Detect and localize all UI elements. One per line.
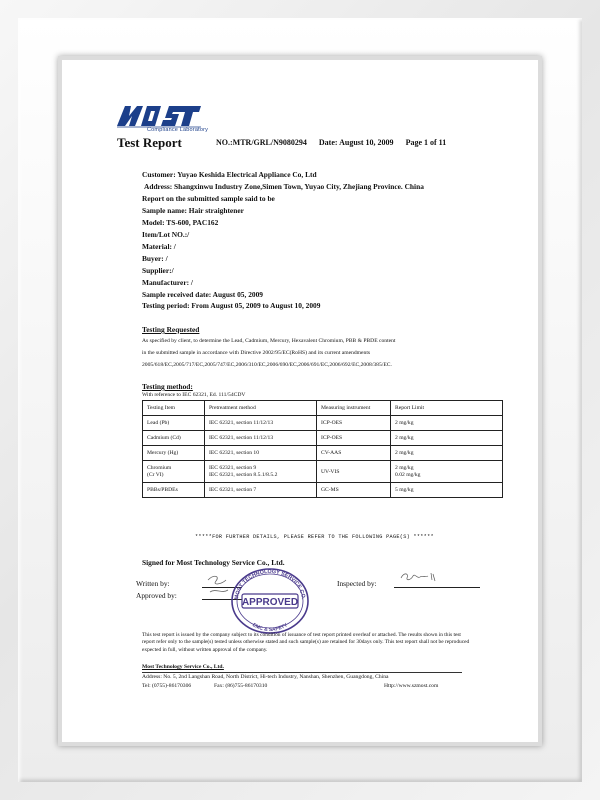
supplier-line: Supplier:/	[142, 266, 174, 275]
pretreatment-cell: IEC 62321, section 11/12/13	[205, 416, 317, 431]
testing-item-line: Chromium	[147, 464, 172, 471]
report-date: Date: August 10, 2009	[318, 138, 394, 147]
testing-item-cell: Mercury (Hg)	[143, 446, 205, 461]
testing-method-reference: With reference to IEC 62321, Ed. 111/54CDV	[142, 392, 246, 398]
instrument-cell: GC-MS	[317, 483, 391, 498]
stamp-bottom-text: EMC & SAFETY	[251, 622, 289, 634]
most-logo-icon	[117, 102, 201, 128]
footer-website: Http://www.szmost.com	[384, 683, 439, 689]
address-line: Address: Shangxinwu Industry Zone,Simen Town, Yuyao City, Zhejiang Province. China	[144, 182, 424, 191]
customer-line: Customer: Yuyao Keshida Electrical Appliance Co, Ltd	[142, 170, 317, 179]
instrument-cell: ICP-OES	[317, 416, 391, 431]
table-row	[143, 416, 503, 431]
page-number: Page 1 of 11	[405, 138, 447, 147]
pretreatment-cell: IEC 62321, section 11/12/13	[205, 431, 317, 446]
report-limit-cell: 5 mg/kg	[391, 483, 503, 498]
table-header-row	[143, 401, 503, 416]
material-line: Material: /	[142, 242, 176, 251]
testing-item-cell: Cadmium (Cd)	[143, 431, 205, 446]
inspected-by-signature-line	[394, 587, 480, 588]
pretreatment-line: IEC 62321, section 9	[209, 464, 257, 471]
instrument-cell: ICP-OES	[317, 431, 391, 446]
testing-item-cell: PBBs/PBDEs	[143, 483, 205, 498]
approved-stamp	[228, 566, 312, 636]
table-header-cell: Pretreatment method	[205, 401, 317, 416]
report-header-info	[216, 138, 456, 147]
inspected-by-label: Inspected by:	[337, 579, 377, 588]
report-number: NO.:MTR/GRL/N9080294	[216, 138, 307, 147]
testing-method-title: Testing method:	[142, 382, 193, 391]
testing-period-line: Testing period: From August 05, 2009 to August 10, 2009	[142, 301, 321, 310]
report-limit-cell: 2 mg/kg	[391, 431, 503, 446]
table-header-cell: Measuring instrument	[317, 401, 391, 416]
inspected-by-signature	[398, 569, 438, 585]
logo-subtitle: Compliance Laboratory	[147, 127, 209, 133]
testing-method-table	[142, 400, 503, 498]
item-lot-line: Item/Lot NO.:/	[142, 230, 190, 239]
table-row	[143, 431, 503, 446]
report-on-line: Report on the submitted sample said to be	[142, 194, 275, 203]
approved-by-label: Approved by:	[136, 591, 177, 600]
model-line: Model: TS-600, PAC162	[142, 218, 219, 227]
footer-fax: Fax: (86)755-86170310	[214, 683, 268, 689]
stamp-ring-text: MOST TECHNOLOGY SERVICE CO.	[233, 568, 306, 600]
stamp-approved-text: APPROVED	[241, 597, 299, 608]
pretreatment-cell	[205, 461, 317, 483]
testing-item-cell: Lead (Pb)	[143, 416, 205, 431]
report-limit-cell	[391, 461, 503, 483]
table-row	[143, 461, 503, 483]
report-limit-line: 0.02 mg/kg	[395, 471, 421, 478]
further-details-note: *****FOR FURTHER DETAILS, PLEASE REFER TO THE FOLLOWING PAGE(S) ******	[195, 534, 434, 540]
testing-item-cell	[143, 461, 205, 483]
pretreatment-line: IEC 62321, section 8.5.1/8.5.2	[209, 471, 278, 478]
instrument-cell: UV-VIS	[317, 461, 391, 483]
report-limit-cell: 2 mg/kg	[391, 416, 503, 431]
disclaimer-text: This test report is issued by the company subject to its condition of issuance of test report printed overleaf or attached. The results shown in this test report refer only to the sample(s) tested unless otherwise stated and such sample(s) are retained for 30days only. This test report shall not be reproduced expected in full, without written approval of the company.	[142, 632, 470, 653]
testing-requested-line-1: As specified by client, to determine the Lead, Cadmium, Mercury, Hexavalent Chromium, PBB & PBDE content	[142, 338, 396, 344]
manufacturer-line: Manufacturer: /	[142, 278, 193, 287]
sample-name-line: Sample name: Hair straightener	[142, 206, 244, 215]
testing-requested-title: Testing Requested	[142, 325, 200, 334]
report-title: Test Report	[117, 135, 182, 150]
testing-item-line: (Cr VI)	[147, 471, 164, 478]
footer-tel: Tel: (0755)-86170306	[142, 683, 192, 689]
table-row	[143, 483, 503, 498]
report-limit-line: 2 mg/kg	[395, 464, 414, 471]
written-by-label: Written by:	[136, 579, 170, 588]
footer-company: Most Technology Service Co., Ltd.	[142, 664, 224, 670]
instrument-cell: CV-AAS	[317, 446, 391, 461]
testing-requested-line-2: in the submitted sample in accordance with Directive 2002/95/EC(RoHS) and its current amendments	[142, 350, 371, 356]
test-report-document	[62, 60, 538, 742]
buyer-line: Buyer: /	[142, 254, 168, 263]
table-header-cell: Testing Item	[143, 401, 205, 416]
footer-divider	[142, 672, 462, 673]
table-header-cell: Report Limit	[391, 401, 503, 416]
testing-requested-line-3: 2005/618/EC,2005/717/EC,2005/747/EC,2006/310/EC,2006/690/EC,2006/691/EC,2006/692/EC,2008/385/EC.	[142, 362, 392, 368]
received-date-line: Sample received date: August 05, 2009	[142, 290, 263, 299]
pretreatment-cell: IEC 62321, section 10	[205, 446, 317, 461]
report-limit-cell: 2 mg/kg	[391, 446, 503, 461]
pretreatment-cell: IEC 62321, section 7	[205, 483, 317, 498]
signed-for-line: Signed for Most Technology Service Co., Ltd.	[142, 558, 285, 567]
footer-address: Address: No. 5, 2nd Langshan Road, North District, Hi-tech Industry, Nanshan, Shenzhen, Guangdong, China	[142, 674, 389, 680]
table-row	[143, 446, 503, 461]
